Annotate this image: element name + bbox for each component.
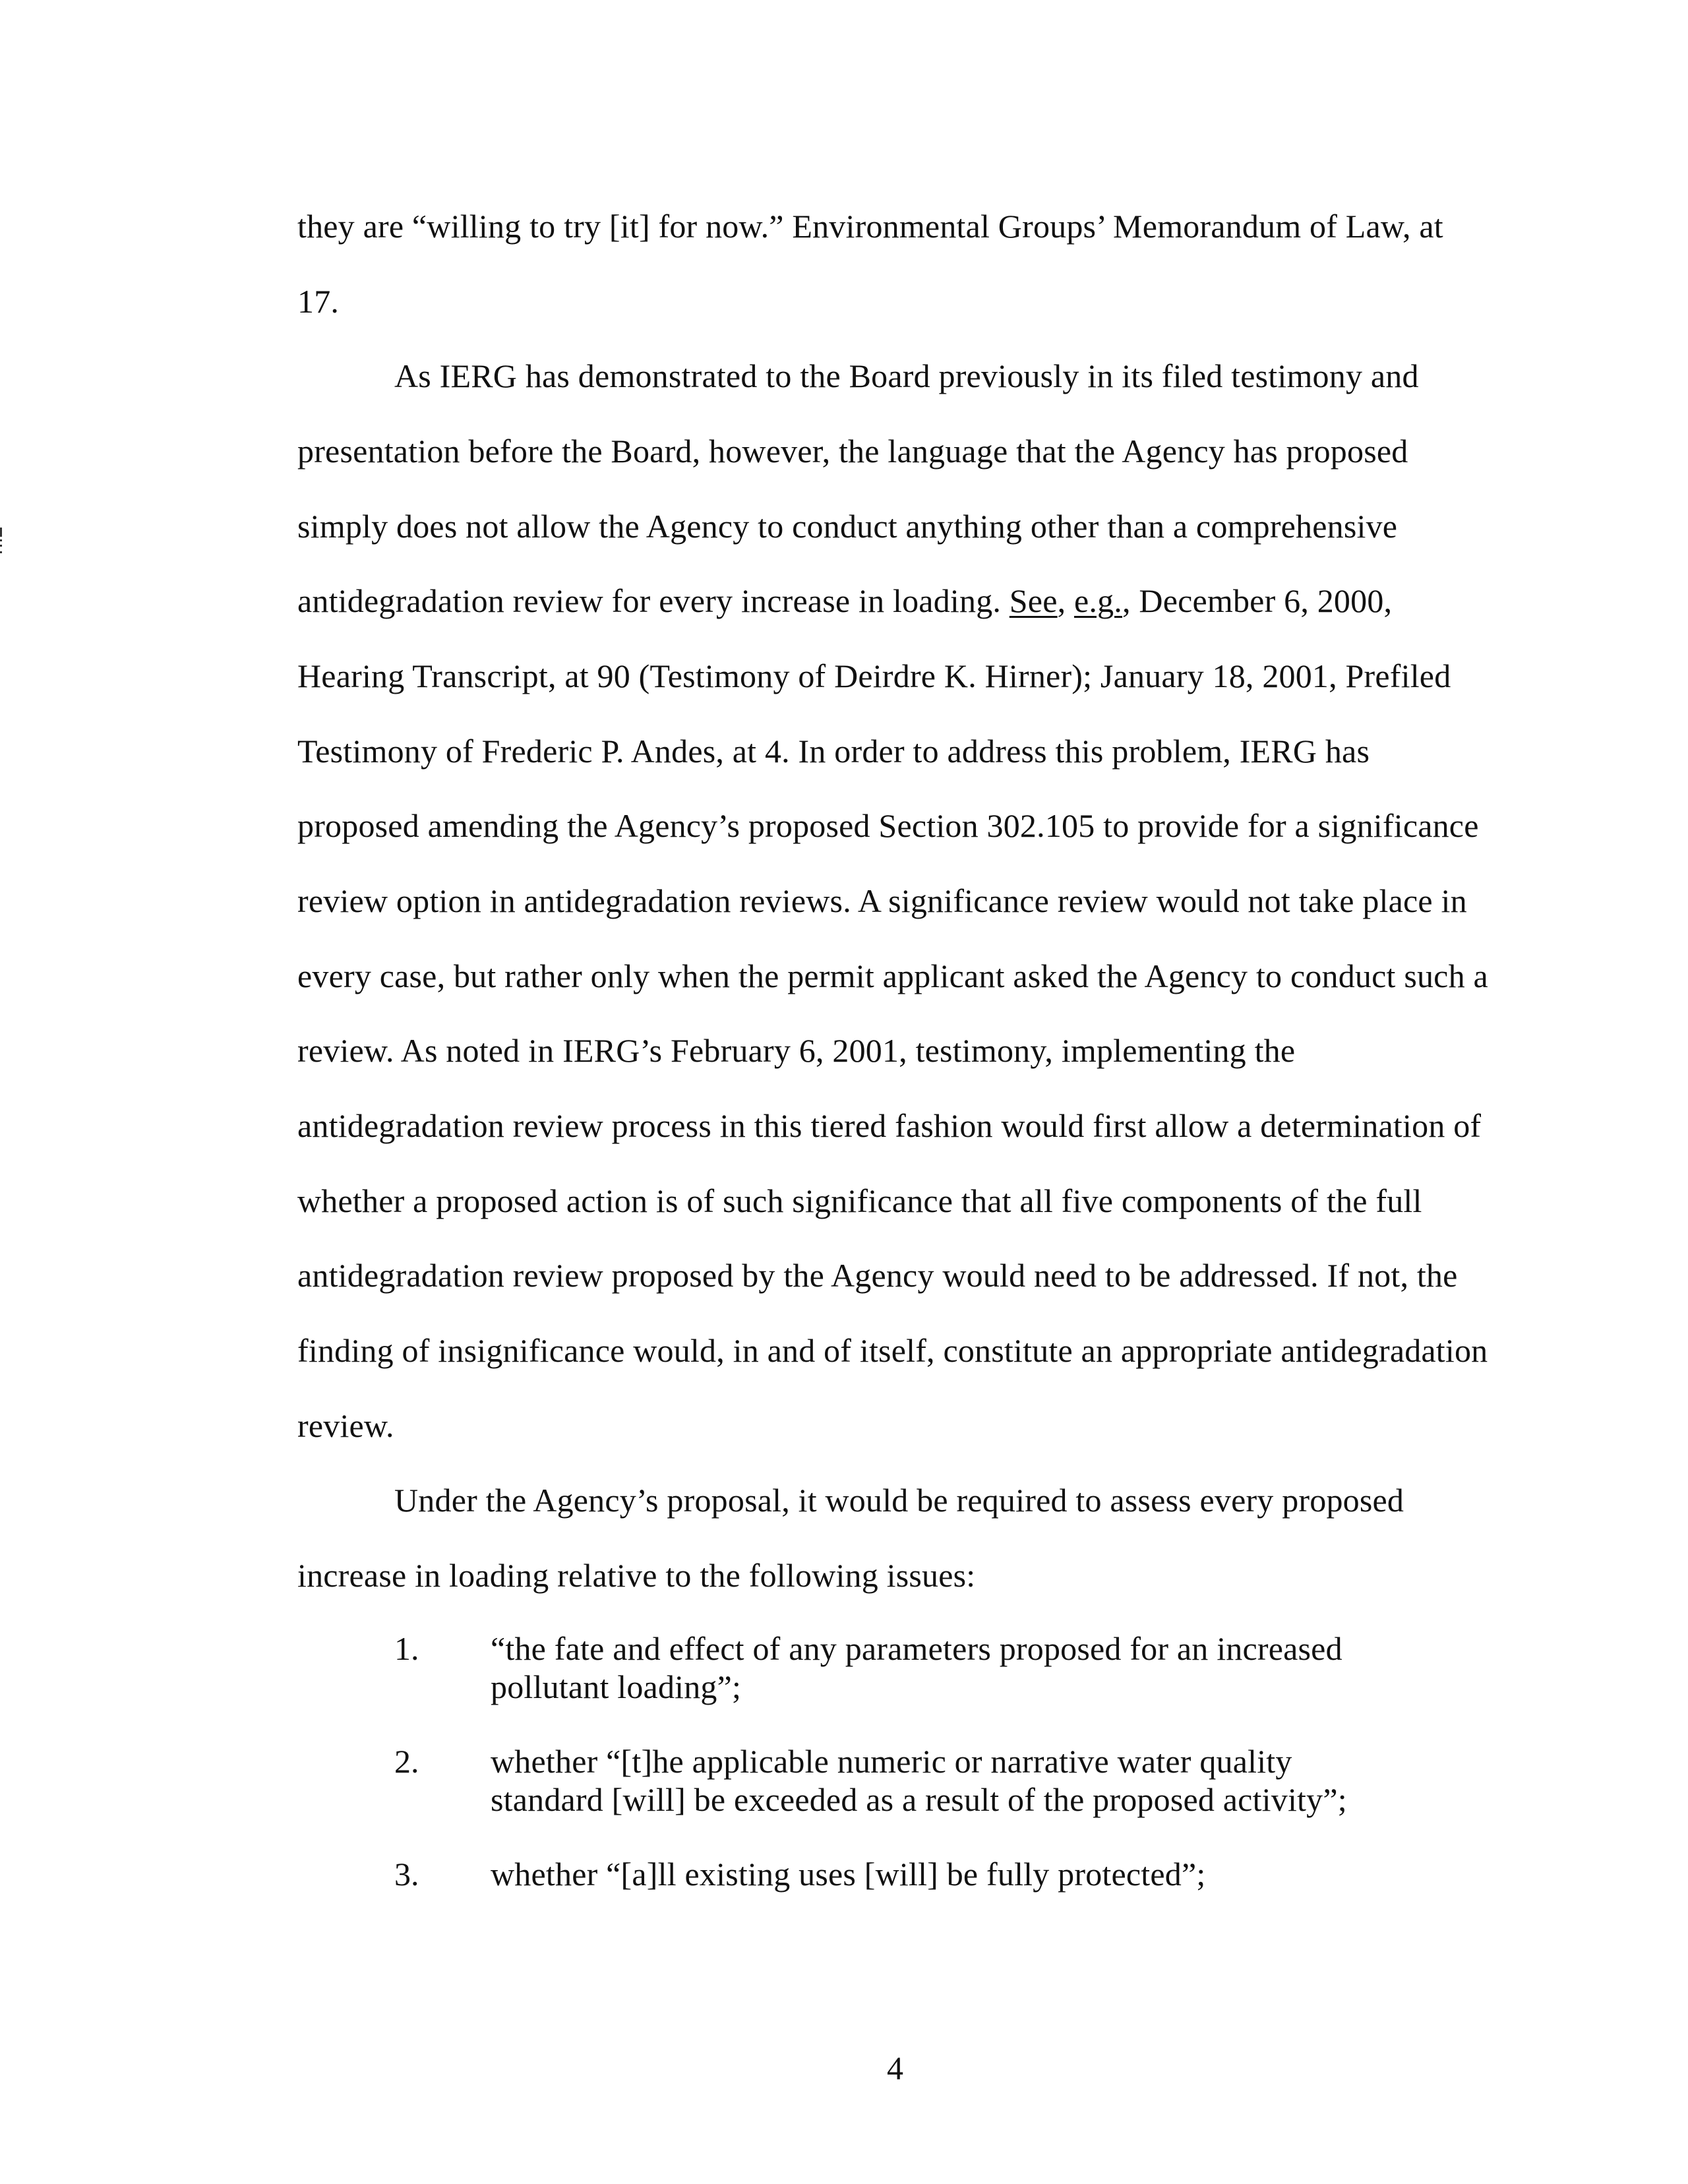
list-item-text: standard [will] be exceeded as a result of the proposed activity”; [491, 1781, 1347, 1818]
text-line: proposed amending the Agency’s proposed Section 302.105 to provide for a significance [297, 807, 1479, 844]
scan-artifact [0, 539, 2, 541]
text-span: antidegradation review for every increase in loading. [297, 582, 1010, 619]
scan-artifact [0, 551, 2, 553]
text-line: Testimony of Frederic P. Andes, at 4. In order to address this problem, IERG has [297, 733, 1370, 770]
text-line: review. As noted in IERG’s February 6, 2001, testimony, implementing the [297, 1032, 1296, 1069]
list-item-number: 2. [394, 1743, 419, 1780]
citation-signal-eg: e.g. [1074, 582, 1122, 619]
text-line: Hearing Transcript, at 90 (Testimony of Deirdre K. Hirner); January 18, 2001, Prefiled [297, 657, 1451, 694]
text-line-with-citation [297, 581, 1392, 621]
text-span: , [1057, 582, 1074, 619]
text-line: Under the Agency’s proposal, it would be required to assess every proposed [394, 1482, 1404, 1519]
list-item-text: whether “[t]he applicable numeric or narrative water quality [491, 1743, 1292, 1780]
list-item-text: “the fate and effect of any parameters proposed for an increased [491, 1630, 1342, 1667]
text-line: 17. [297, 283, 340, 320]
text-line: presentation before the Board, however, the language that the Agency has proposed [297, 433, 1408, 470]
list-item-number: 3. [394, 1856, 419, 1893]
text-span: , December 6, 2000, [1122, 582, 1393, 619]
text-line: every case, but rather only when the permit applicant asked the Agency to conduct such a [297, 957, 1488, 994]
list-item-text: pollutant loading”; [491, 1668, 742, 1705]
scan-artifact [0, 528, 2, 537]
scan-artifact [0, 545, 2, 547]
page-number: 4 [887, 2049, 903, 2086]
text-line: they are “willing to try [it] for now.” Environmental Groups’ Memorandum of Law, at [297, 208, 1443, 245]
text-line: whether a proposed action is of such significance that all five components of the full [297, 1182, 1422, 1219]
text-line: antidegradation review process in this tiered fashion would first allow a determination of [297, 1107, 1482, 1144]
text-line: review option in antidegradation reviews. A significance review would not take place in [297, 882, 1467, 919]
list-item-text: whether “[a]ll existing uses [will] be fully protected”; [491, 1856, 1206, 1893]
text-line: As IERG has demonstrated to the Board previously in its filed testimony and [394, 357, 1419, 394]
text-line: review. [297, 1407, 394, 1444]
list-item-number: 1. [394, 1630, 419, 1667]
citation-signal-see: See [1009, 582, 1058, 619]
text-line: simply does not allow the Agency to conduct anything other than a comprehensive [297, 508, 1398, 545]
text-line: increase in loading relative to the following issues: [297, 1557, 976, 1594]
text-line: finding of insignificance would, in and of itself, constitute an appropriate antidegradation [297, 1332, 1488, 1369]
text-line: antidegradation review proposed by the Agency would need to be addressed. If not, the [297, 1257, 1458, 1294]
